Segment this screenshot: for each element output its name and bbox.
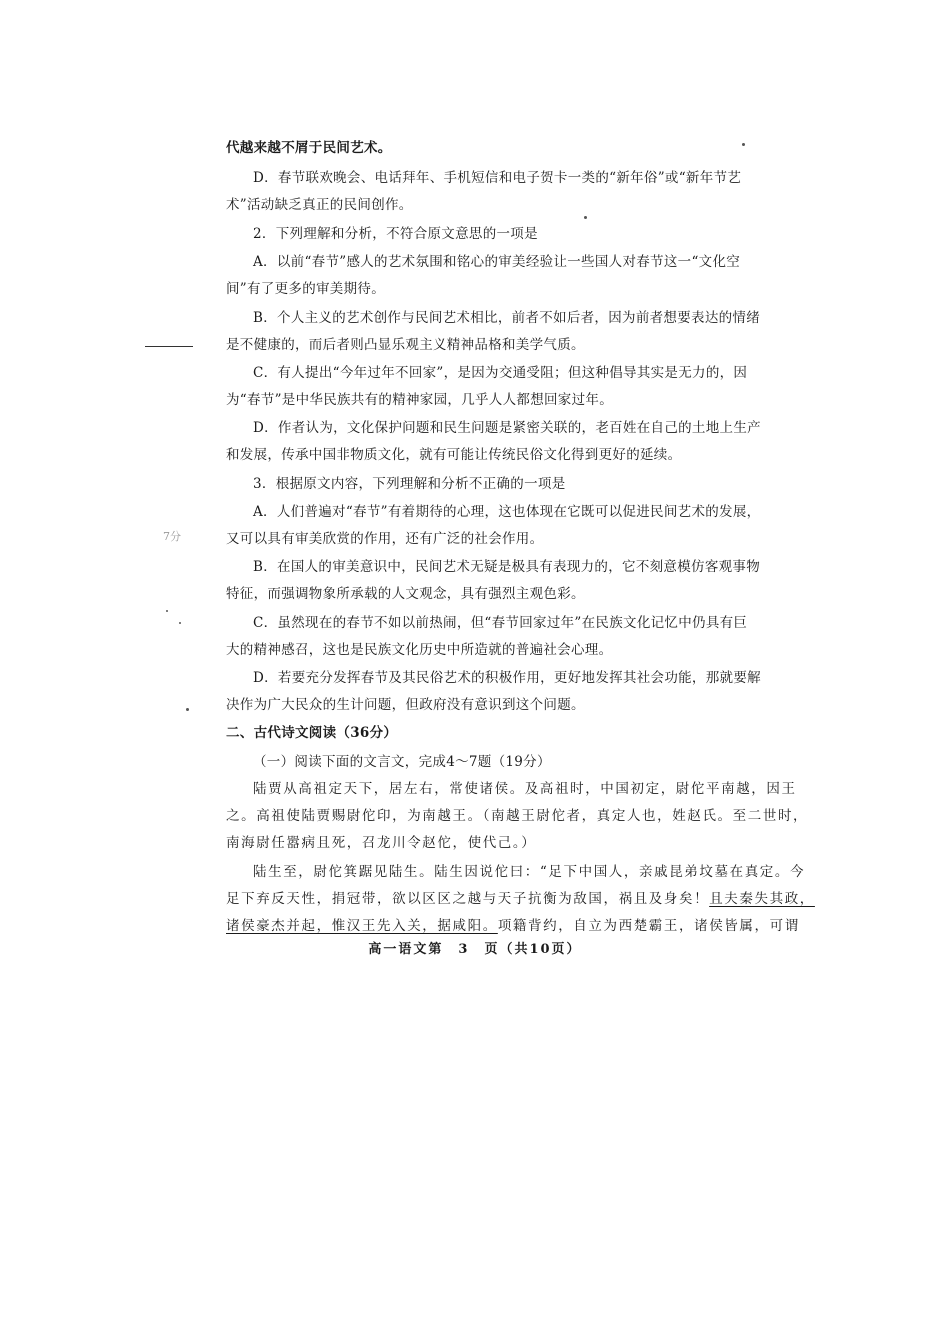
- text-line: 决作为广大民众的生计问题，但政府没有意识到这个问题。: [226, 697, 585, 713]
- option-c: C．有人提出“今年过年不回家”，是因为交通受阻；但这种倡导其实是无力的，因: [253, 365, 748, 381]
- text-line: 大的精神感召，这也是民族文化历史中所造就的普遍社会心理。: [226, 642, 613, 658]
- classical-text-line: 陆贾从高祖定天下，居左右，常使诸侯。及高祖时，中国初定，尉佗平南越，因王: [253, 781, 797, 797]
- scan-speck: [179, 622, 181, 624]
- text-line: 代越来越不屑于民间艺术。: [226, 140, 392, 156]
- scan-speck: [186, 708, 189, 711]
- classical-text-line: 之。高祖使陆贾赐尉佗印，为南越王。（南越王尉佗者，真定人也，姓赵氏。至二世时，: [226, 808, 809, 824]
- text-line: 术”活动缺乏真正的民间创作。: [226, 197, 413, 213]
- classical-text-line: 陆生至，尉佗箕踞见陆生。陆生因说佗曰：“足下中国人，亲戚昆弟坟墓在真定。今: [253, 864, 806, 880]
- classical-text-line: 南海尉任嚣病且死，召龙川令赵佗，使代己。）: [226, 835, 537, 851]
- text-line: 和发展，传承中国非物质文化，就有可能让传统民俗文化得到更好的延续。: [226, 447, 682, 463]
- option-b: B．个人主义的艺术创作与民间艺术相比，前者不如后者，因为前者想要表达的情绪: [253, 310, 761, 326]
- margin-note: 7分: [163, 530, 181, 543]
- option-c: C．虽然现在的春节不如以前热闹，但“春节回家过年”在民族文化记忆中仍具有巨: [253, 615, 748, 631]
- question-3: 3．根据原文内容，下列理解和分析不正确的一项是: [253, 476, 566, 492]
- margin-rule: [145, 346, 193, 347]
- scan-speck: [584, 216, 587, 219]
- text-line: 特征，而强调物象所承载的人文观念，具有强烈主观色彩。: [226, 586, 585, 602]
- classical-text-line: [226, 916, 800, 936]
- text-line: 间”有了更多的审美期待。: [226, 281, 386, 297]
- question-2: 2．下列理解和分析，不符合原文意思的一项是: [253, 226, 538, 242]
- classical-text-line: [226, 889, 815, 909]
- text-line: 是不健康的，而后者则凸显乐观主义精神品格和美学气质。: [226, 337, 585, 353]
- underlined-sentence: 且夫秦失其政，: [709, 891, 815, 907]
- option-d: D．作者认为，文化保护问题和民生问题是紧密关联的，老百姓在自己的土地上生产: [253, 420, 761, 436]
- text-line: 为“春节”是中华民族共有的精神家园，几乎人人都想回家过年。: [226, 392, 614, 408]
- subsection-heading: （一）阅读下面的文言文，完成4～7题（19分）: [253, 754, 551, 770]
- option-d: D．若要充分发挥春节及其民俗艺术的积极作用，更好地发挥其社会功能，那就要解: [253, 670, 761, 686]
- underlined-sentence: 诸侯豪杰并起，惟汉王先入关，据咸阳。: [226, 918, 498, 934]
- option-b: B．在国人的审美意识中，民间艺术无疑是极具有表现力的，它不刻意模仿客观事物: [253, 559, 761, 575]
- option-a: A．人们普遍对“春节”有着期待的心理，这也体现在它既可以促进民间艺术的发展，: [253, 504, 761, 520]
- page-footer: 高一语文第 3 页（共10页）: [368, 942, 582, 957]
- classical-text-segment: 足下弃反天性，捐冠带，欲以区区之越与天子抗衡为敌国，祸且及身矣！: [226, 891, 710, 907]
- text-line: 又可以具有审美欣赏的作用，还有广泛的社会作用。: [226, 531, 544, 547]
- option-a: A．以前“春节”感人的艺术氛围和铭心的审美经验让一些国人对春节这一“文化空: [253, 254, 741, 270]
- classical-text-segment: 项籍背约，自立为西楚霸王，诸侯皆属，可谓: [497, 918, 800, 934]
- option-d: D．春节联欢晚会、电话拜年、手机短信和电子贺卡一类的“新年俗”或“新年节艺: [253, 170, 742, 186]
- scan-speck: [166, 610, 168, 612]
- section-heading: 二、古代诗文阅读（36分）: [226, 725, 398, 741]
